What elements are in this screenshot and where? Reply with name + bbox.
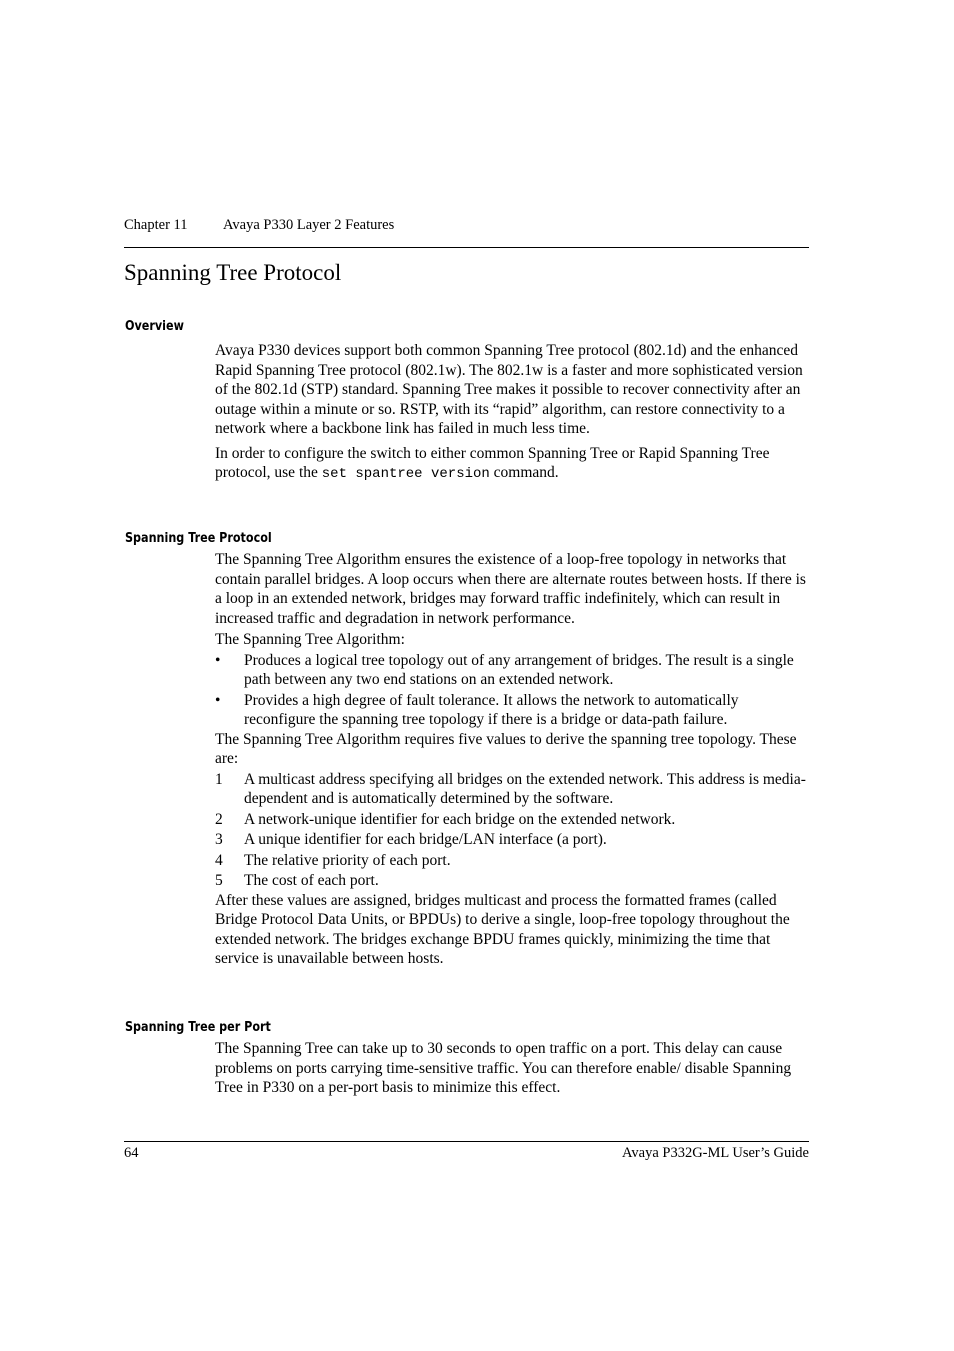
overview-paragraph-1: Avaya P330 devices support both common Spanning Tree protocol (802.1d) and the enhanced Rapid Spanning Tree protocol (802.1w). The 802.1w is a faster and more sophisticated version of the 802.1d (STP) standard. Spanning Tree makes it possible to recover connectivity after an outage within a minute or so. RSTP, with its “rapid” algorithm, can restore connectivity to a network where a backbone link has failed in much less time.: [215, 342, 803, 437]
overview-paragraph-2-text: In order to configure the switch to either common Spanning Tree or Rapid Spanning Tree protocol, use the: [215, 444, 770, 481]
item-text: A unique identifier for each bridge/LAN interface (a port).: [244, 831, 607, 848]
item-number: 2: [215, 810, 223, 828]
chapter-title: Avaya P330 Layer 2 Features: [223, 217, 395, 233]
item-text: The cost of each port.: [244, 872, 379, 889]
per-port-paragraph: The Spanning Tree can take up to 30 seconds to open traffic on a port. This delay can cause problems on ports carrying time-sensitive traffic. You can therefore enable/ disable Spanning Tree in P330 on a per-port basis to minimize this effect.: [215, 1040, 792, 1096]
footer-rule: [124, 1141, 809, 1142]
guide-title: Avaya P332G-ML User’s Guide: [622, 1145, 809, 1161]
chapter-number: Chapter 11: [124, 217, 188, 233]
bullet-text: Produces a logical tree topology out of any arrangement of bridges. The result is a single path between any two end stations on an extended network.: [244, 651, 794, 688]
item-text: The relative priority of each port.: [244, 851, 451, 869]
item-text: A network-unique identifier for each bridge on the extended network.: [244, 810, 676, 828]
stp-body: [215, 550, 807, 969]
bullet-item: [215, 651, 807, 690]
overview-body: [215, 341, 807, 485]
per-port-body: [215, 1039, 807, 1098]
item-number: 3: [215, 831, 223, 848]
header-rule: [124, 247, 809, 248]
overview-paragraph-2-end: command.: [489, 464, 559, 481]
numbered-item: [215, 871, 807, 891]
page-number: 64: [124, 1145, 139, 1161]
stp-heading: Spanning Tree Protocol: [125, 531, 272, 546]
numbered-item: [215, 851, 807, 871]
item-text: A multicast address specifying all bridges on the extended network. This address is media-dependent and is automatically determined by the software.: [244, 770, 806, 807]
stp-paragraph-2: The Spanning Tree Algorithm:: [215, 631, 405, 648]
overview-heading: Overview: [125, 319, 184, 334]
command-code: set spantree version: [321, 466, 490, 482]
bullet-text: Provides a high degree of fault tolerance. It allows the network to automatically reconfigure the spanning tree topology if there is a bridge or data-path failure.: [244, 691, 739, 728]
item-number: 4: [215, 851, 223, 869]
stp-paragraph-3: The Spanning Tree Algorithm requires five values to derive the spanning tree topology. These are:: [215, 730, 797, 767]
per-port-heading: Spanning Tree per Port: [125, 1020, 271, 1035]
bullet-item: [215, 691, 807, 730]
stp-paragraph-4: After these values are assigned, bridges multicast and process the formatted frames (called Bridge Protocol Data Units, or BPDUs) to derive a single, loop-free topology throughout the extended network. The bridges exchange BPDU frames quickly, minimizing the time that service is unavailable between hosts.: [215, 891, 790, 967]
item-number: 5: [215, 872, 223, 889]
section-title: Spanning Tree Protocol: [124, 260, 342, 285]
numbered-item: [215, 830, 807, 850]
bullet-marker: •: [215, 651, 221, 669]
stp-paragraph-1: The Spanning Tree Algorithm ensures the existence of a loop-free topology in networks that contain parallel bridges. A loop occurs when there are alternate routes between hosts. If there is a loop in an extended network, bridges may forward traffic indefinitely, which can result in increased traffic and degradation in network performance.: [215, 551, 806, 627]
numbered-item: [215, 810, 807, 830]
numbered-item: [215, 770, 807, 809]
overview-paragraph-2: [215, 444, 807, 485]
item-number: 1: [215, 770, 223, 788]
bullet-marker: •: [215, 691, 221, 709]
running-header: [124, 216, 809, 234]
